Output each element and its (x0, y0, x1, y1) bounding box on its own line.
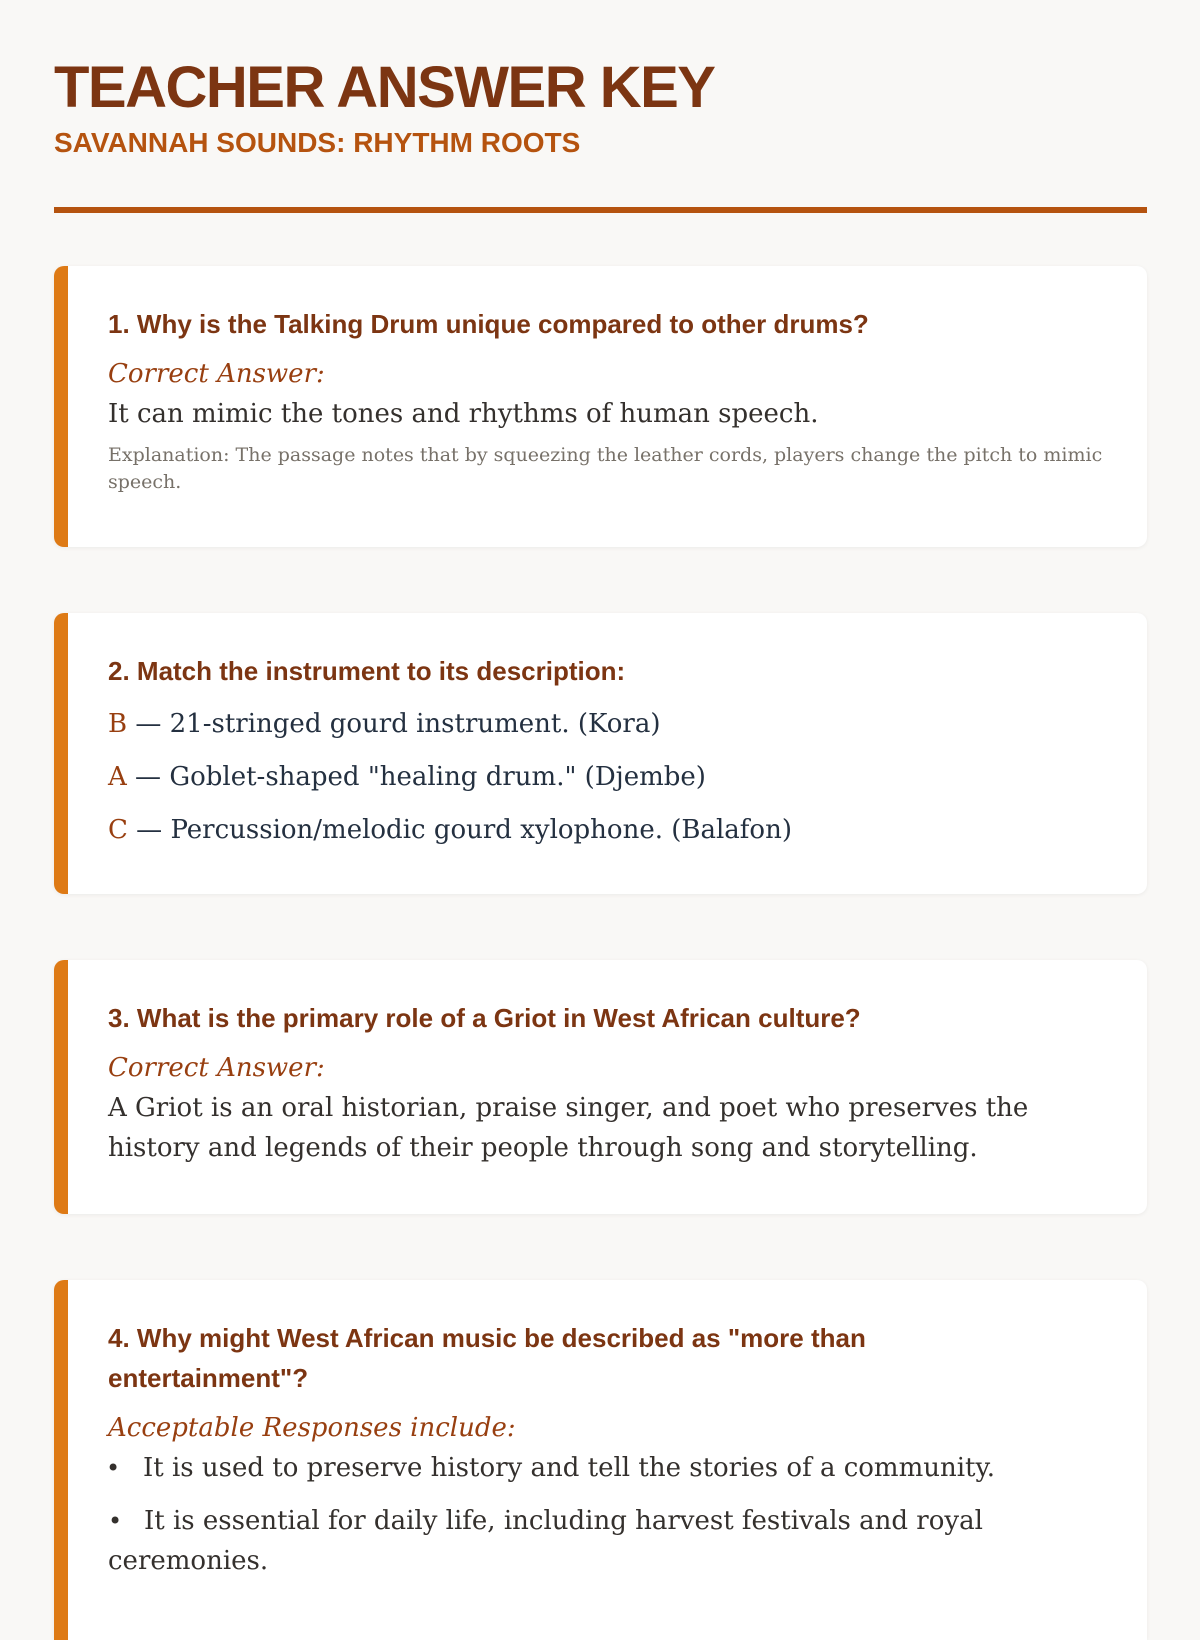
match-row (108, 810, 1107, 850)
question-1-explanation: Explanation: The passage notes that by squeezing the leather cords, players change the pitch to mimic speech. (108, 444, 1103, 493)
question-1-text: 1. Why is the Talking Drum unique compared to other drums? (108, 309, 869, 339)
response-text: It is essential for daily life, including harvest festivals and royal ceremonies. (108, 1506, 983, 1576)
acceptable-responses-list (108, 1448, 1107, 1581)
question-4-text: 4. Why might West African music be described as "more than entertainment"? (108, 1323, 866, 1393)
match-letter: C (108, 815, 128, 845)
match-row (108, 757, 1107, 797)
match-description: Percussion/melodic gourd xylophone. (Balafon) (170, 815, 792, 845)
question-3-text: 3. What is the primary role of a Griot in West African culture? (108, 1003, 861, 1033)
question-card-2 (54, 613, 1147, 894)
match-dash: — (127, 815, 171, 845)
match-letter: B (108, 709, 128, 739)
question-1-answer-label: Correct Answer: (108, 359, 325, 389)
match-dash: — (127, 709, 170, 739)
header-divider (54, 207, 1147, 213)
question-3-answer-label: Correct Answer: (108, 1053, 325, 1083)
match-description: Goblet-shaped "healing drum." (Djembe) (169, 762, 706, 792)
question-card-3 (54, 960, 1147, 1214)
match-dash: — (126, 762, 170, 792)
list-item (108, 1448, 1107, 1488)
page-subtitle: SAVANNAH SOUNDS: RHYTHM ROOTS (54, 127, 581, 158)
match-description: 21-stringed gourd instrument. (Kora) (169, 709, 661, 739)
question-2-text: 2. Match the instrument to its description: (108, 656, 626, 686)
list-item (108, 1501, 1107, 1581)
question-card-4 (54, 1280, 1147, 1640)
question-card-1 (54, 266, 1147, 547)
match-row (108, 704, 1107, 744)
bullet-glyph: • (106, 1454, 121, 1482)
response-text: It is used to preserve history and tell the stories of a community. (143, 1453, 995, 1483)
match-letter: A (108, 762, 127, 792)
question-4-answer-label: Acceptable Responses include: (108, 1413, 516, 1443)
page-title: TEACHER ANSWER KEY (54, 55, 715, 120)
bullet-glyph: • (108, 1507, 123, 1535)
question-3-answer: A Griot is an oral historian, praise singer, and poet who preserves the history and legends of their people through song and storytelling. (108, 1093, 1029, 1163)
question-1-answer: It can mimic the tones and rhythms of human speech. (108, 399, 819, 429)
